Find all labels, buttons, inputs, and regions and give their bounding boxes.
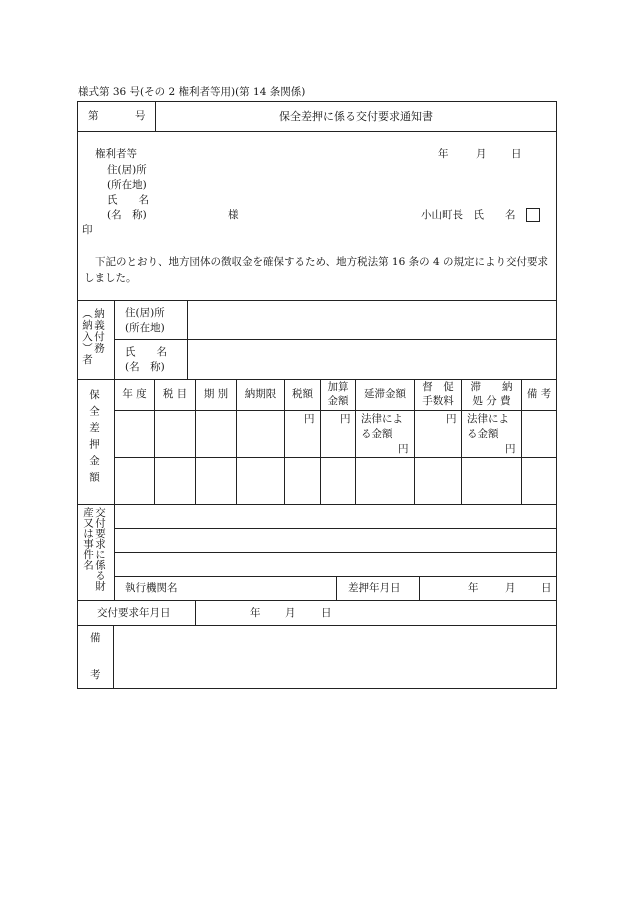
- taino-note-1: 法律によ: [467, 413, 509, 425]
- seizure-date-label: 差押年月日: [348, 582, 401, 594]
- rule-property-3: [114, 576, 556, 577]
- entai-unit: 円: [398, 443, 409, 455]
- rule-sashiosae-divider: [419, 576, 420, 600]
- notice-date-year: 年: [438, 148, 449, 160]
- col-header-kasan-2: 金額: [327, 395, 349, 407]
- rule-property-2: [114, 552, 556, 553]
- taxpayer-address-label: 住(居)所: [125, 307, 165, 319]
- sender-name: 小山町長 氏 名: [421, 209, 516, 221]
- col-header-biko: 備 考: [526, 388, 552, 400]
- remarks-label-ko: 考: [90, 669, 101, 681]
- col-header-zeimoku: 税 目: [162, 388, 188, 400]
- col-header-kasan-1: 加算: [327, 381, 349, 393]
- property-side-label: 交付要求に係る財産又は事件名: [82, 507, 106, 591]
- form-title: 保全差押に係る交付要求通知書: [279, 110, 433, 123]
- rule-property-bottom: [78, 600, 556, 601]
- rule-property-1: [114, 528, 556, 529]
- request-date-label: 交付要求年月日: [97, 607, 171, 619]
- rule-amount-header: [114, 410, 556, 411]
- notice-body-text: 下記のとおり、地方団体の徴収金を確保するため、地方税法第 16 条の 4 の規定により交付要求しました。: [84, 256, 548, 284]
- rule-taxpayer-bottom: [78, 379, 556, 380]
- taxpayer-org-name-label: (名 称): [125, 361, 165, 373]
- seal-mark: 印: [82, 224, 93, 236]
- rule-amount-bottom: [78, 504, 556, 505]
- entai-note-2: る金額: [361, 428, 393, 440]
- recipient-honorific: 様: [228, 209, 239, 221]
- recipient-address-label: 住(居)所: [107, 164, 147, 176]
- executing-agency-label: 執行機関名: [125, 582, 178, 594]
- rule-taxpayer-label-divider: [187, 300, 188, 379]
- entai-note-1: 法律によ: [361, 413, 403, 425]
- col-header-kibetsu: 期 別: [203, 388, 229, 400]
- col-header-nendo: 年 度: [122, 388, 147, 400]
- request-date-day: 日: [321, 607, 332, 619]
- taino-unit: 円: [505, 443, 516, 455]
- notice-form: [77, 101, 557, 689]
- seizure-date-month: 月: [505, 582, 516, 594]
- request-date-year: 年: [250, 607, 261, 619]
- form-number-dai: 第: [88, 110, 99, 122]
- recipient-name-label: 氏 名: [107, 194, 149, 206]
- rule-side-label-divider: [114, 300, 115, 600]
- rule-request-divider: [195, 600, 196, 625]
- recipient-kenrisha-label: 権利者等: [95, 148, 137, 160]
- rule-shikko-divider: [336, 576, 337, 600]
- notice-date-day: 日: [511, 148, 522, 160]
- seizure-date-year: 年: [468, 582, 479, 594]
- col-header-taino-2: 処 分 費: [472, 395, 511, 407]
- rule-body-bottom: [78, 300, 556, 301]
- rule-remarks-divider: [113, 625, 114, 688]
- col-header-zeigaku: 税額: [292, 388, 313, 400]
- rule-taxpayer-mid: [114, 339, 556, 340]
- remarks-label-bi: 備: [90, 632, 101, 644]
- taxpayer-side-label: 納義付務（納入）者: [81, 308, 105, 366]
- taxpayer-name-label: 氏 名: [125, 346, 167, 358]
- col-header-tokusoku-2: 手数料: [422, 395, 454, 407]
- rule-request-bottom: [78, 625, 556, 626]
- tokusoku-unit: 円: [446, 413, 457, 425]
- request-date-month: 月: [285, 607, 296, 619]
- notice-date-month: 月: [476, 148, 487, 160]
- taxpayer-location-label: (所在地): [125, 322, 165, 334]
- amount-side-label: 保全差押金額: [88, 389, 100, 488]
- recipient-location-label: (所在地): [107, 179, 147, 191]
- col-header-tokusoku-1: 督 促: [422, 381, 454, 393]
- zeigaku-unit: 円: [304, 413, 315, 425]
- kasan-unit: 円: [340, 413, 351, 425]
- col-header-entai: 延滞金額: [364, 388, 406, 400]
- form-caption: 様式第 36 号(その 2 権利者等用)(第 14 条関係): [78, 86, 306, 98]
- seal-box: [526, 208, 540, 222]
- taino-note-2: る金額: [467, 428, 499, 440]
- rule-amount-row1: [114, 457, 556, 458]
- col-header-nokigen: 納期限: [244, 388, 277, 400]
- form-number-go: 号: [135, 110, 146, 122]
- rule-header-bottom: [78, 131, 556, 132]
- col-header-taino-1: 滞 納: [470, 381, 513, 393]
- seizure-date-day: 日: [541, 582, 552, 594]
- recipient-org-name-label: (名 称): [107, 209, 147, 221]
